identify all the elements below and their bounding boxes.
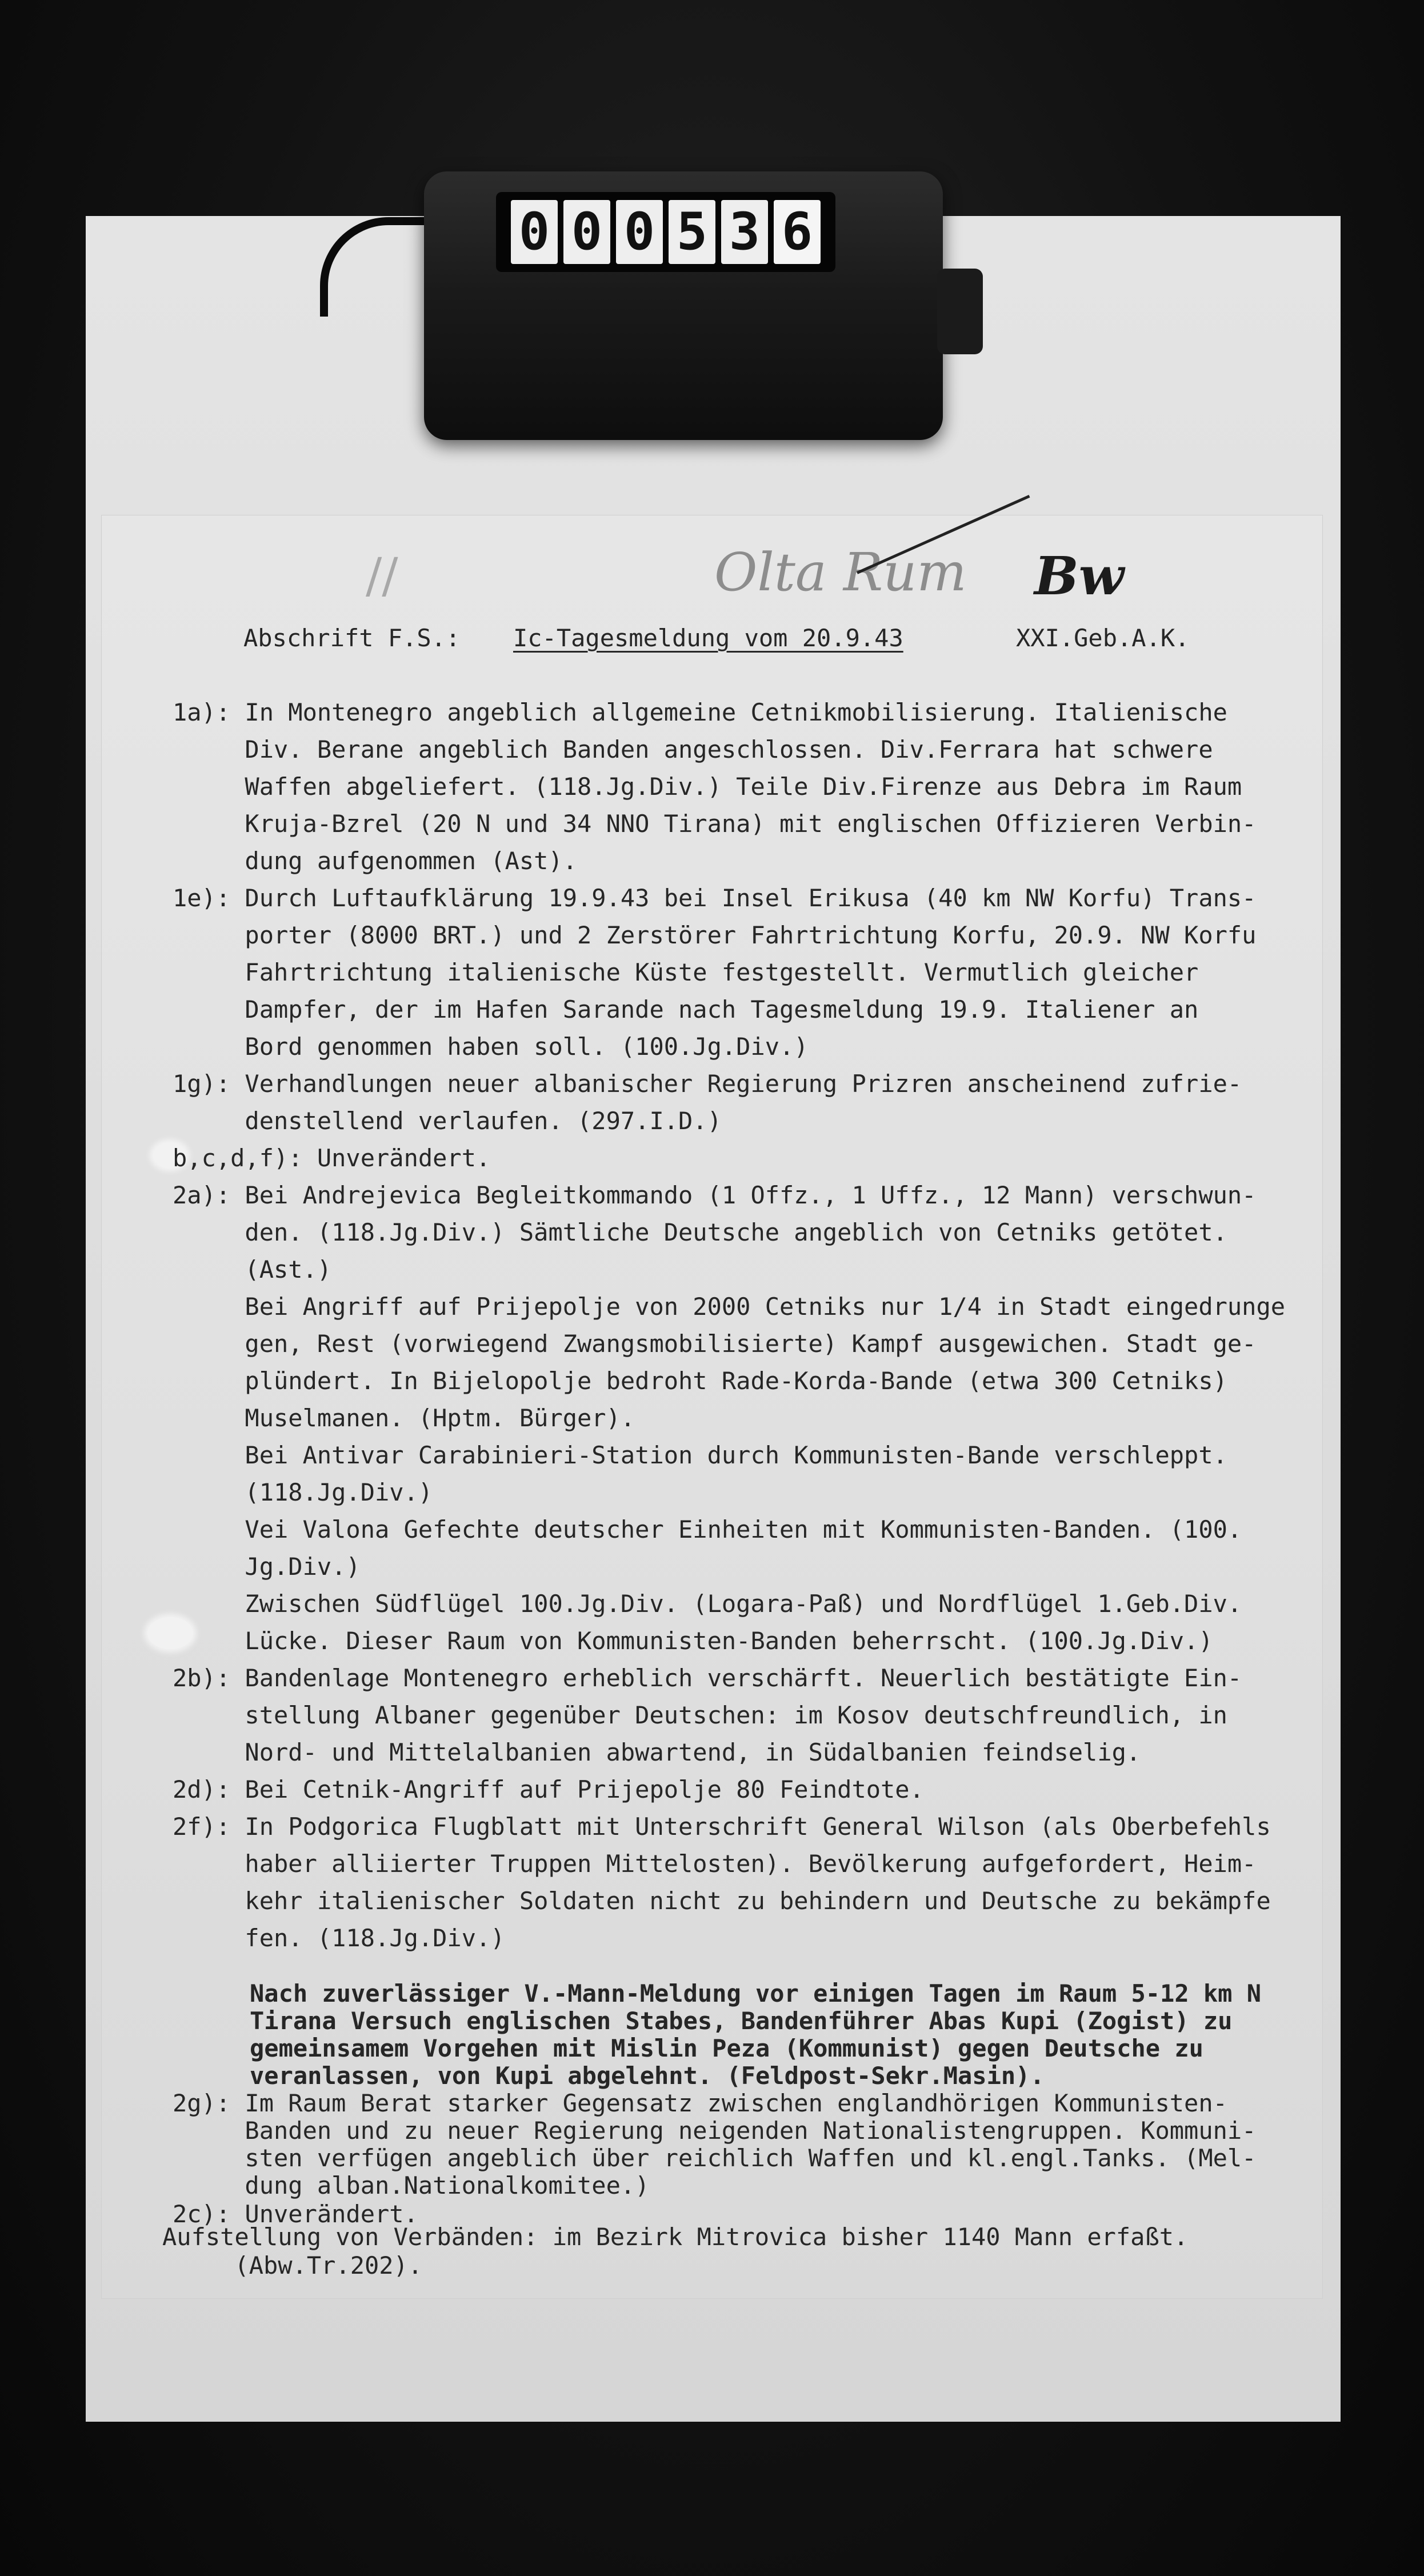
- handwritten-initials: Bw: [1034, 545, 1124, 607]
- report-line: Aufstellung von Verbänden: im Bezirk Mitrovica bisher 1140 Mann erfaßt.: [162, 2223, 1189, 2251]
- report-line-bold: Nach zuverlässiger V.-Mann-Meldung vor einigen Tagen im Raum 5-12 km N: [250, 1979, 1262, 2007]
- report-line: (118.Jg.Div.): [173, 1478, 433, 1506]
- report-line: (Ast.): [173, 1255, 332, 1283]
- report-line: Banden und zu neuer Regierung neigenden Nationalistengruppen. Kommuni-: [173, 2117, 1257, 2145]
- counter-knob: [937, 269, 983, 354]
- report-line: Vei Valona Gefechte deutscher Einheiten mit Kommunisten-Banden. (100.: [173, 1515, 1242, 1543]
- document-title: Ic-Tagesmeldung vom 20.9.43: [513, 624, 903, 652]
- report-line: fen. (118.Jg.Div.): [173, 1924, 505, 1952]
- report-line: 2g): Im Raum Berat starker Gegensatz zwischen englandhörigen Kommunisten-: [173, 2089, 1227, 2117]
- report-line: Waffen abgeliefert. (118.Jg.Div.) Teile Div.Firenze aus Debra im Raum: [173, 773, 1242, 801]
- report-line: Muselmanen. (Hptm. Bürger).: [173, 1404, 635, 1432]
- report-line: stellung Albaner gegenüber Deutschen: im Kosov deutschfreundlich, in: [173, 1701, 1227, 1729]
- counter-digit: 0: [616, 200, 663, 264]
- counter-digit: 5: [669, 200, 715, 264]
- report-line: 1e): Durch Luftaufklärung 19.9.43 bei Insel Erikusa (40 km NW Korfu) Trans-: [173, 884, 1257, 912]
- report-line: plündert. In Bijelopolje bedroht Rade-Korda-Bande (etwa 300 Cetniks): [173, 1367, 1227, 1395]
- report-line: haber alliierter Truppen Mittelosten). Bevölkerung aufgefordert, Heim-: [173, 1850, 1257, 1878]
- report-line: (Abw.Tr.202).: [162, 2251, 423, 2279]
- report-line: Lücke. Dieser Raum von Kommunisten-Banden beherrscht. (100.Jg.Div.): [173, 1627, 1213, 1655]
- report-line: porter (8000 BRT.) und 2 Zerstörer Fahrtrichtung Korfu, 20.9. NW Korfu: [173, 921, 1257, 949]
- report-line: den. (118.Jg.Div.) Sämtliche Deutsche angeblich von Cetniks getötet.: [173, 1218, 1227, 1246]
- report-line: denstellend verlaufen. (297.I.D.): [173, 1107, 722, 1135]
- report-line: b,c,d,f): Unverändert.: [173, 1144, 491, 1172]
- report-line: 1g): Verhandlungen neuer albanischer Regierung Prizren anscheinend zufrie-: [173, 1070, 1242, 1098]
- counter-digit: 3: [721, 200, 768, 264]
- header-right: XXI.Geb.A.K.: [1016, 624, 1190, 652]
- report-line: Div. Berane angeblich Banden angeschlossen. Div.Ferrara hat schwere: [173, 735, 1213, 763]
- report-line-bold: gemeinsamem Vorgehen mit Mislin Peza (Kommunist) gegen Deutsche zu: [250, 2034, 1203, 2062]
- handwritten-note: Olta Rum: [714, 542, 967, 603]
- frame-counter: [496, 192, 835, 272]
- header-left: Abschrift F.S.:: [243, 624, 461, 652]
- report-line: dung aufgenommen (Ast).: [173, 847, 578, 875]
- report-line-bold: Tirana Versuch englischen Stabes, Bandenführer Abas Kupi (Zogist) zu: [250, 2007, 1233, 2035]
- counter-digit: 0: [511, 200, 558, 264]
- report-line: Bord genommen haben soll. (100.Jg.Div.): [173, 1033, 809, 1061]
- report-line: 1a): In Montenegro angeblich allgemeine Cetnikmobilisierung. Italienische: [173, 698, 1227, 726]
- report-line: Dampfer, der im Hafen Sarande nach Tagesmeldung 19.9. Italiener an: [173, 995, 1199, 1023]
- report-line: Fahrtrichtung italienische Küste festgestellt. Vermutlich gleicher: [173, 958, 1199, 986]
- report-line: Bei Antivar Carabinieri-Station durch Kommunisten-Bande verschleppt.: [173, 1441, 1227, 1469]
- margin-mark: //: [366, 547, 398, 603]
- report-line: sten verfügen angeblich über reichlich Waffen und kl.engl.Tanks. (Mel-: [173, 2144, 1257, 2172]
- report-line: 2c): Unverändert.: [173, 2200, 418, 2228]
- report-line: 2d): Bei Cetnik-Angriff auf Prijepolje 80 Feindtote.: [173, 1775, 924, 1803]
- report-line: 2b): Bandenlage Montenegro erheblich verschärft. Neuerlich bestätigte Ein-: [173, 1664, 1242, 1692]
- report-line: dung alban.Nationalkomitee.): [173, 2171, 650, 2199]
- report-line: gen, Rest (vorwiegend Zwangsmobilisierte) Kampf ausgewichen. Stadt ge-: [173, 1330, 1257, 1358]
- report-line: 2a): Bei Andrejevica Begleitkommando (1 Offz., 1 Uffz., 12 Mann) verschwun-: [173, 1181, 1257, 1209]
- report-line: Zwischen Südflügel 100.Jg.Div. (Logara-Paß) und Nordflügel 1.Geb.Div.: [173, 1590, 1242, 1618]
- counter-digit: 0: [563, 200, 610, 264]
- report-line: Bei Angriff auf Prijepolje von 2000 Cetniks nur 1/4 in Stadt eingedrunge: [173, 1293, 1286, 1321]
- report-line: 2f): In Podgorica Flugblatt mit Unterschrift General Wilson (als Oberbefehls: [173, 1813, 1271, 1841]
- report-line: Nord- und Mittelalbanien abwartend, in Südalbanien feindselig.: [173, 1738, 1141, 1766]
- report-line: kehr italienischer Soldaten nicht zu behindern und Deutsche zu bekämpfe: [173, 1887, 1271, 1915]
- counter-digit: 6: [774, 200, 821, 264]
- report-line-bold: veranlassen, von Kupi abgelehnt. (Feldpost-Sekr.Masin).: [250, 2062, 1045, 2090]
- report-line: Kruja-Bzrel (20 N und 34 NNO Tirana) mit englischen Offizieren Verbin-: [173, 810, 1257, 838]
- report-line: Jg.Div.): [173, 1553, 361, 1581]
